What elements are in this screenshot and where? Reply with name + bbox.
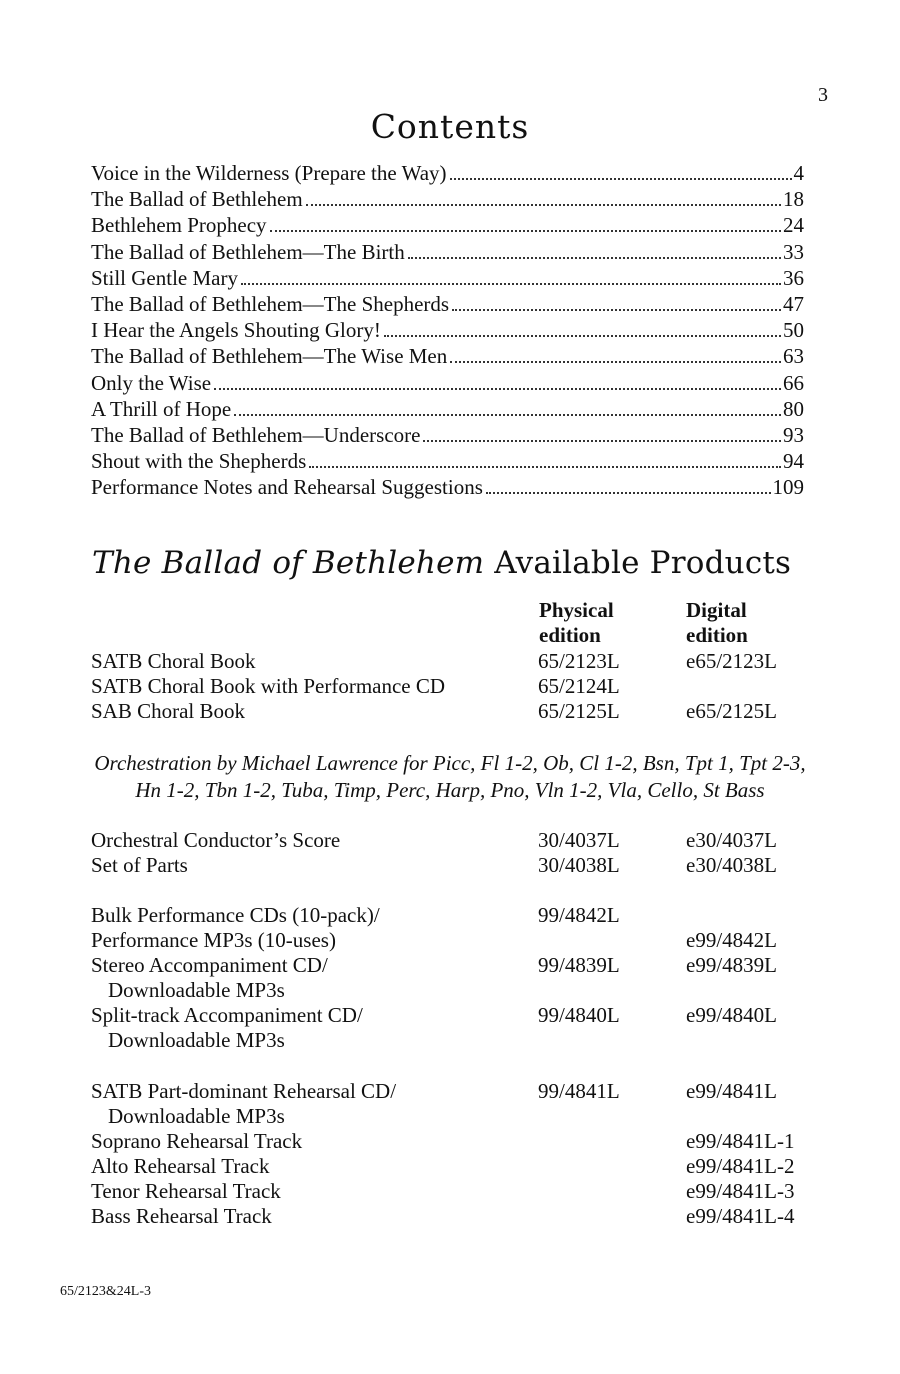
product-row: [0, 1179, 900, 1204]
toc-dot-leader: [452, 309, 781, 311]
toc-entry-title: The Ballad of Bethlehem—The Shepherds: [91, 291, 450, 316]
product-digital-code: e99/4840L: [686, 1003, 777, 1027]
product-row: [0, 674, 900, 699]
physical-header-line2: edition: [539, 623, 601, 647]
toc-entry: [91, 239, 804, 265]
toc-entry-page: 36: [783, 265, 804, 290]
product-physical-code: 30/4037L: [538, 828, 620, 852]
toc-dot-leader: [241, 283, 781, 285]
toc-entry-page: 18: [783, 187, 804, 212]
toc-dot-leader: [270, 230, 781, 232]
products-title-rest: Available Products: [484, 545, 792, 581]
toc-entry-title: The Ballad of Bethlehem: [91, 187, 303, 212]
toc-entry-page: 47: [783, 291, 804, 316]
product-row: [0, 699, 900, 724]
toc-entry: [91, 343, 804, 369]
product-name: Stereo Accompaniment CD/: [91, 953, 328, 977]
product-name: SATB Choral Book: [91, 649, 256, 673]
product-row: [0, 1028, 900, 1053]
products-title-italic: The Ballad of Bethlehem: [92, 545, 485, 581]
toc-dot-leader: [408, 257, 781, 259]
product-group-performance: [0, 903, 900, 1053]
product-digital-code: e99/4841L-2: [686, 1154, 795, 1178]
toc-dot-leader: [450, 178, 792, 180]
product-row: [0, 1003, 900, 1028]
product-row: [0, 828, 900, 853]
toc-entry: [91, 160, 804, 186]
product-physical-code: 65/2125L: [538, 699, 620, 723]
product-group-orchestral: [0, 828, 900, 878]
product-digital-code: e65/2125L: [686, 699, 777, 723]
toc-dot-leader: [309, 466, 781, 468]
product-digital-code: e30/4037L: [686, 828, 777, 852]
product-digital-code: e99/4841L-4: [686, 1204, 795, 1228]
product-digital-code: e99/4841L-1: [686, 1129, 795, 1153]
toc-entry-page: 93: [783, 422, 804, 447]
product-group-rehearsal: [0, 1079, 900, 1229]
toc-entry: [91, 370, 804, 396]
product-physical-code: 65/2124L: [538, 674, 620, 698]
toc-dot-leader: [214, 388, 781, 390]
product-row: [0, 1104, 900, 1129]
product-physical-code: 30/4038L: [538, 853, 620, 877]
toc-entry-page: 63: [783, 344, 804, 369]
toc-entry: [91, 317, 804, 343]
toc-entry-title: Shout with the Shepherds: [91, 449, 307, 474]
product-group-choral: [0, 649, 900, 724]
digital-header-line1: Digital: [686, 598, 747, 622]
toc-entry-page: 4: [793, 161, 804, 185]
toc-entry: [91, 448, 804, 474]
toc-entry: [91, 186, 804, 212]
product-digital-code: e65/2123L: [686, 649, 777, 673]
product-row: [0, 953, 900, 978]
digital-edition-header: [686, 598, 748, 648]
digital-header-line2: edition: [686, 623, 748, 647]
product-name: Downloadable MP3s: [108, 978, 285, 1002]
product-row: [0, 1204, 900, 1229]
product-name: SAB Choral Book: [91, 699, 246, 723]
product-row: [0, 903, 900, 928]
toc-dot-leader: [234, 414, 781, 416]
product-name: Set of Parts: [91, 853, 188, 877]
product-name: Performance MP3s (10-uses): [91, 928, 336, 952]
product-digital-code: e30/4038L: [686, 853, 777, 877]
physical-header-line1: Physical: [539, 598, 614, 622]
toc-entry-title: The Ballad of Bethlehem—The Birth: [91, 239, 405, 264]
product-row: [0, 1079, 900, 1104]
product-digital-code: e99/4842L: [686, 928, 777, 952]
toc-dot-leader: [486, 492, 771, 494]
product-name: Orchestral Conductor’s Score: [91, 828, 341, 852]
product-name: Soprano Rehearsal Track: [91, 1129, 303, 1153]
toc-entry: [91, 422, 804, 448]
toc-entry-title: The Ballad of Bethlehem—The Wise Men: [91, 344, 448, 369]
toc-dot-leader: [423, 440, 781, 442]
footer-code: 65/2123&24L-3: [60, 1284, 151, 1299]
product-name: Split-track Accompaniment CD/: [91, 1003, 363, 1027]
product-name: Downloadable MP3s: [108, 1028, 285, 1052]
toc-dot-leader: [450, 361, 781, 363]
physical-edition-header: [539, 598, 614, 648]
product-name: Bulk Performance CDs (10-pack)/: [91, 903, 380, 927]
product-row: [0, 978, 900, 1003]
toc-entry-page: 109: [772, 475, 804, 500]
toc-entry: [91, 474, 804, 500]
toc-entry-page: 66: [783, 370, 804, 395]
product-row: [0, 1154, 900, 1179]
toc-entry-page: 33: [783, 239, 804, 264]
toc-entry-title: The Ballad of Bethlehem—Underscore: [91, 422, 421, 447]
product-digital-code: e99/4839L: [686, 953, 777, 977]
product-name: Downloadable MP3s: [108, 1104, 285, 1128]
toc-entry: [91, 212, 804, 238]
toc-entry: [91, 265, 804, 291]
product-name: Alto Rehearsal Track: [91, 1154, 270, 1178]
toc-entry-page: 80: [783, 396, 804, 421]
toc-entry: [91, 396, 804, 422]
toc-dot-leader: [306, 204, 781, 206]
products-title: [92, 545, 791, 581]
product-physical-code: 99/4839L: [538, 953, 620, 977]
product-digital-code: e99/4841L-3: [686, 1179, 795, 1203]
product-physical-code: 99/4842L: [538, 903, 620, 927]
product-physical-code: 65/2123L: [538, 649, 620, 673]
page-number: 3: [818, 84, 828, 106]
toc-entry-title: I Hear the Angels Shouting Glory!: [91, 318, 381, 343]
product-physical-code: 99/4840L: [538, 1003, 620, 1027]
product-row: [0, 853, 900, 878]
toc-entry-title: Voice in the Wilderness (Prepare the Way): [91, 161, 447, 185]
contents-title: Contents: [370, 107, 530, 146]
product-row: [0, 1129, 900, 1154]
toc-entry-title: Performance Notes and Rehearsal Suggestions: [91, 475, 483, 500]
toc-entry-title: Still Gentle Mary: [91, 265, 238, 290]
product-name: SATB Choral Book with Performance CD: [91, 674, 446, 698]
product-name: SATB Part-dominant Rehearsal CD/: [91, 1079, 397, 1103]
product-row: [0, 928, 900, 953]
product-digital-code: e99/4841L: [686, 1079, 777, 1103]
toc-entry-page: 24: [783, 213, 804, 238]
toc-entry-page: 50: [783, 318, 804, 343]
toc-entry-title: Only the Wise: [91, 370, 212, 395]
product-row: [0, 649, 900, 674]
orchestration-note: Orchestration by Michael Lawrence for Picc, Fl 1-2, Ob, Cl 1-2, Bsn, Tpt 1, Tpt 2-3, Hn 1-2, Tbn 1-2, Tuba, Timp, Perc, Harp, Pno, Vln 1-2, Vla, Cello, St Bass: [94, 751, 806, 802]
toc-entry-title: A Thrill of Hope: [91, 396, 232, 421]
product-name: Tenor Rehearsal Track: [91, 1179, 281, 1203]
toc-dot-leader: [384, 335, 781, 337]
product-physical-code: 99/4841L: [538, 1079, 620, 1103]
table-of-contents: [91, 160, 804, 500]
toc-entry-page: 94: [783, 449, 804, 474]
product-name: Bass Rehearsal Track: [91, 1204, 272, 1228]
toc-entry: [91, 291, 804, 317]
toc-entry-title: Bethlehem Prophecy: [91, 213, 267, 238]
